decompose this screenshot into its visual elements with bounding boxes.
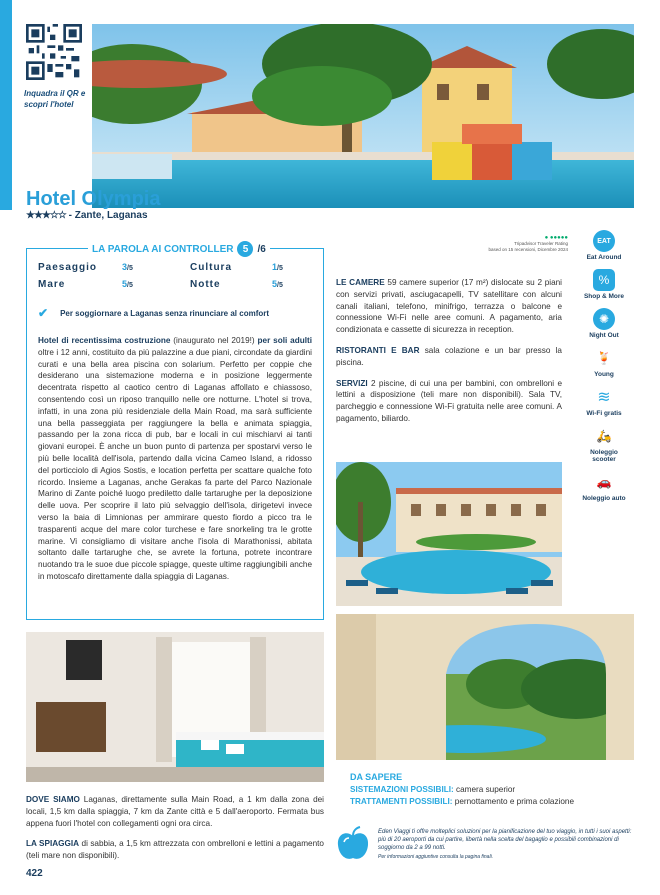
eat-around-icon: EAT xyxy=(593,230,615,252)
amenity-young xyxy=(578,347,630,378)
rating-cultura-value xyxy=(272,262,283,273)
wifi-icon: ≋ xyxy=(597,389,611,406)
servizi-text: 2 piscine, di cui una per bambini, con ombrelloni e lettini a disposizione (teli mare non disponibili). Sala TV, parcheggio e connessione Wi-Fi gratuita nelle aree comuni. A pagamento, biliardo. xyxy=(336,378,562,423)
section-camere xyxy=(336,277,562,336)
amenity-label: Noleggio auto xyxy=(582,495,626,502)
accent-bar xyxy=(0,0,12,210)
rating-cultura xyxy=(190,262,232,273)
arch-view-photo xyxy=(336,614,634,760)
rating-label: Paesaggio xyxy=(38,262,98,273)
ristoranti-text: sala colazione e un bar presso la piscina. xyxy=(336,345,562,367)
sistemazioni-line xyxy=(350,784,640,796)
servizi-label: SERVIZI xyxy=(336,378,368,388)
pool-resort-photo xyxy=(336,462,562,606)
rating-paesaggio-value xyxy=(122,262,133,273)
eden-small-note: Per informazioni aggiuntive consulta la pagina finali. xyxy=(378,853,494,860)
dove-text: Laganas, direttamente sulla Main Road, a 1 km dalla zona dei locali, 1,5 km dalla spiaggia, 7 km da Zante città e 5 dall'aeroporto. Fermata bus appena fuori l'hotel con collegamenti ogni ora circa. xyxy=(26,795,324,828)
amenity-label: Shop & More xyxy=(583,293,625,300)
hotel-subtitle xyxy=(26,210,148,221)
section-servizi xyxy=(336,378,562,425)
trattamenti-line xyxy=(350,796,640,808)
hotel-info-sections xyxy=(336,277,562,434)
description-body: oltre i 12 anni, costituito da più palazzine a due piani, circondate da giardini curati e una bella area piscina con solarium. Perfetto per coppie che desiderano una sistemazione moderna e in posizione leggermente decentrata rispetto al caotico centro di Laganas affollato e chiassoso, consentendo così un riposo tranquillo nelle ore notturne. L'hotel si trova, infatti, in una zona più residenziale della Main Road, ma sarà sufficiente una bella passeggiata per raggiungere la bella e animata spiaggia, passando per la zona ricca di pub, bar e locali in cui mischiarvi ai tanti giovani europei. È anche un buon punto di partenza per spostarvi verso le più belle località dell'isola, partendo dalla vicina Cameo Island, a ridosso del porticciolo di Agios Sostis, e location perfetta per scattare qualche foto ricordo. Insieme a Laganas, anche Gerakas fa parte del Parco Nazionale Marino di Zante poiché luogo prediletto dalle tartarughe per la deposizione delle uova. Per scoprire il lato più selvaggio dell'isola, dirigetevi invece verso la baia di Limnionas per ammirare questo fiordo a picco tra le trasparenti acque del mare color turchese e fare snorkeling tra le grotte marine. Vi consigliamo di visitare anche l'isola di Marathonissi, abitata soltanto dalle tartarughe che, se avrete la fortuna, potrete incontrare nuotando tra le suoe due piccole spiagge, queste ultime raggiungibili anche in motoscafo direttamente dalla spiaggia di Laganas. xyxy=(38,347,312,581)
rating-value: 5 xyxy=(122,279,128,289)
dove-label: DOVE SIAMO xyxy=(26,795,80,804)
controller-score-total: /6 xyxy=(257,243,266,255)
hotel-description xyxy=(38,335,312,583)
hero-pool-photo xyxy=(92,24,634,208)
description-lead-plain: (inaugurato nel 2019!) xyxy=(170,336,258,345)
section-spiaggia xyxy=(26,838,324,862)
sistemazioni-value: camera superior xyxy=(453,785,516,794)
amenity-label: Wi-Fi gratis xyxy=(586,410,622,417)
rating-mare-value xyxy=(122,279,133,290)
section-ristoranti xyxy=(336,345,562,369)
ristoranti-label: RISTORANTI E BAR xyxy=(336,345,420,355)
star-rating-icon: ★★★☆☆ xyxy=(26,210,66,221)
amenity-label: Night Out xyxy=(589,332,619,339)
trattamenti-value: pernottamento e prima colazione xyxy=(452,797,575,806)
spiaggia-label: LA SPIAGGIA xyxy=(26,839,80,849)
check-icon: ✔ xyxy=(38,306,49,320)
eden-note xyxy=(378,828,636,861)
spiaggia-text: di sabbia, a 1,5 km attrezzata con ombrelloni e lettini a pagamento (teli mare non disponibili). xyxy=(26,839,324,861)
rating-notte-value xyxy=(272,279,283,290)
disco-ball-icon: ✺ xyxy=(593,308,615,330)
qr-code-icon[interactable] xyxy=(26,24,82,80)
amenity-shop xyxy=(578,269,630,300)
rating-max: /5 xyxy=(127,265,133,272)
rating-value: 1 xyxy=(272,262,278,272)
controller-tagline xyxy=(38,306,269,320)
description-lead-bold: Hotel di recentissima costruzione xyxy=(38,336,171,345)
rating-paesaggio xyxy=(38,262,97,273)
tripadvisor-rating xyxy=(488,235,568,253)
amenity-night-out xyxy=(578,308,630,339)
amenity-label: Young xyxy=(594,371,614,378)
hotel-location: - Zante, Laganas xyxy=(68,210,148,221)
rating-max: /5 xyxy=(277,282,283,289)
tripadvisor-line2: based on 15 recensioni, Dicembre 2024 xyxy=(488,247,568,252)
tripadvisor-line1: Tripadvisor Traveler Rating xyxy=(514,241,568,246)
da-sapere-title: DA SAPERE xyxy=(350,772,403,782)
amenity-icons xyxy=(578,230,630,510)
da-sapere-box xyxy=(350,772,640,808)
section-dove-siamo xyxy=(26,794,324,829)
tagline-text: Per soggiornare a Laganas senza rinunciare al comfort xyxy=(60,308,270,318)
shopping-bag-icon: % xyxy=(593,269,615,291)
car-icon: 🚗 xyxy=(596,475,612,489)
controller-score-badge: 5 xyxy=(237,241,253,257)
eden-text: Eden Viaggi ti offre molteplici soluzioni per la pianificazione del tuo viaggio, in tutti i suoi aspetti: più di 20 aeroporti da cui partire, libertà nella scelta del bagaglio e possibili combinazioni di soggiorno da 2 a 99 notti. xyxy=(378,829,632,852)
location-sections xyxy=(26,794,324,871)
amenity-scooter xyxy=(578,425,630,463)
room-photo xyxy=(26,632,324,782)
camere-text: 59 camere superior (17 m²) dislocate su 2 piani con servizi privati, asciugacapelli, TV satellitare con alcuni canali italiani, telefono, minifrigo, terrazza o balcone e connessione Wi-Fi nelle aree comuni. A pagamento, aria condizionata e cassette di sicurezza in reception. xyxy=(336,278,563,335)
tripadvisor-logo-icon: ● ●●●●● xyxy=(544,235,568,241)
amenity-label: Noleggio scooter xyxy=(590,449,618,463)
rating-value: 3 xyxy=(122,262,128,272)
trattamenti-label: TRATTAMENTI POSSIBILI: xyxy=(350,797,453,806)
hotel-title: Hotel Olympia xyxy=(26,188,161,210)
amenity-car xyxy=(578,471,630,502)
controller-heading-text: LA PAROLA AI CONTROLLER xyxy=(92,243,234,255)
rating-label: Mare xyxy=(38,279,66,290)
rating-max: /5 xyxy=(277,265,283,272)
description-adults-only: per soli adulti xyxy=(257,336,312,345)
sistemazioni-label: SISTEMAZIONI POSSIBILI: xyxy=(350,785,454,794)
amenity-label: Eat Around xyxy=(586,254,622,261)
cocktail-icon: 🍹 xyxy=(596,351,612,365)
rating-label: Notte xyxy=(190,279,221,290)
amenity-eat-around xyxy=(578,230,630,261)
scooter-icon: 🛵 xyxy=(596,429,612,443)
eden-apple-logo-icon xyxy=(336,826,370,862)
rating-label: Cultura xyxy=(190,262,232,273)
rating-value: 5 xyxy=(272,279,278,289)
amenity-wifi xyxy=(578,386,630,417)
page-number: 422 xyxy=(26,868,43,879)
controller-heading xyxy=(88,241,270,257)
camere-label: LE CAMERE xyxy=(336,278,385,287)
rating-mare xyxy=(38,279,65,290)
rating-notte xyxy=(190,279,221,290)
rating-max: /5 xyxy=(127,282,133,289)
qr-caption: Inquadra il QR e scopri l'hotel xyxy=(24,89,86,109)
